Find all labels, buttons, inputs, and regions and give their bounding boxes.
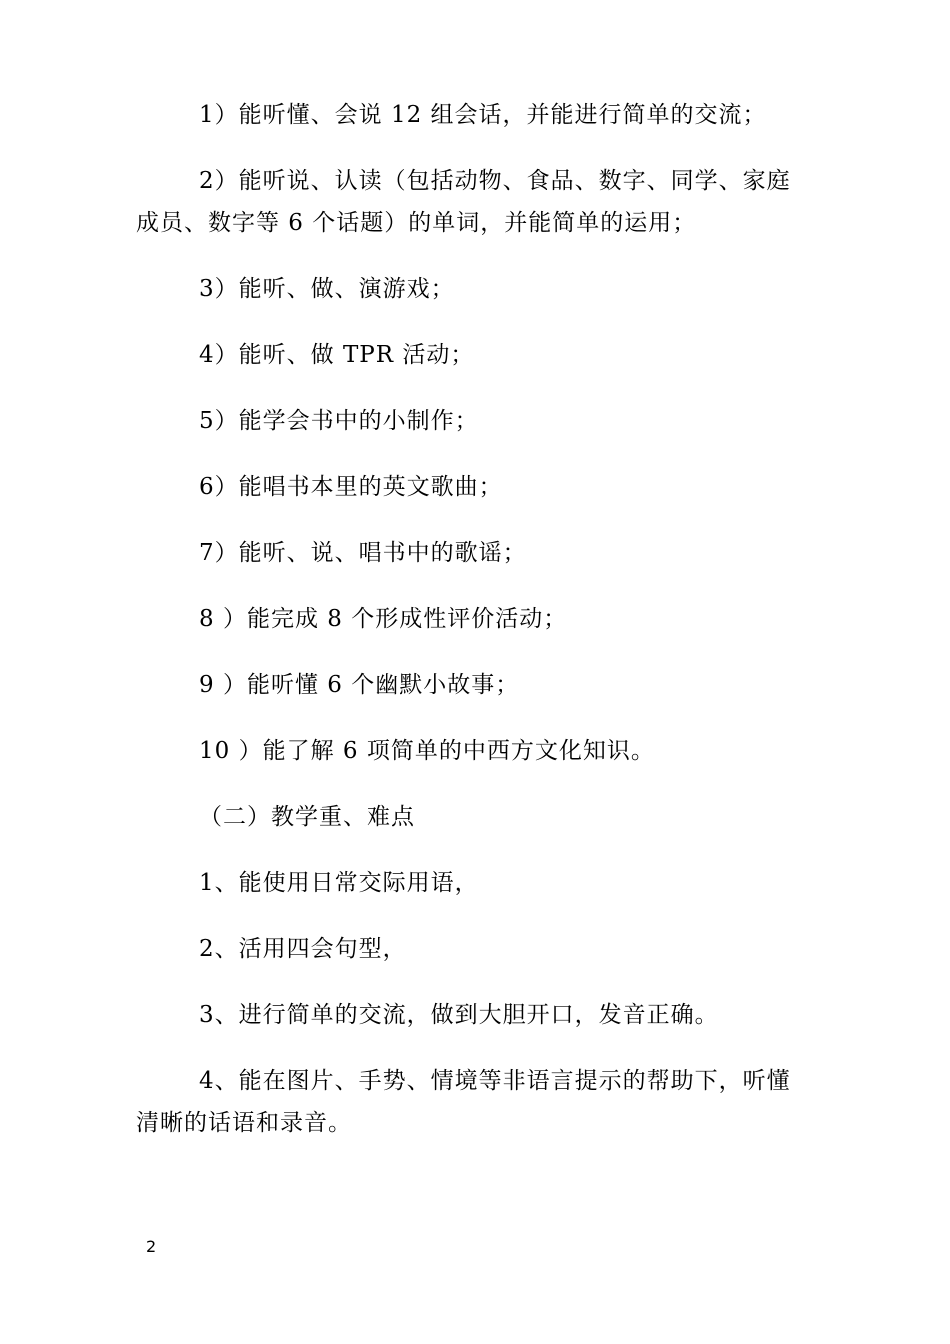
page-number: 2 — [146, 1237, 157, 1256]
objective-item-3: 3）能听、做、演游戏； — [199, 276, 455, 302]
objective-item-5: 5）能学会书中的小制作； — [199, 408, 479, 434]
objective-item-6: 6）能唱书本里的英文歌曲； — [199, 474, 503, 500]
objective-item-4: 4）能听、做 TPR 活动； — [199, 342, 475, 368]
key-point-4: 4、能在图片、手势、情境等非语言提示的帮助下，听懂清晰的话语和录音。 — [136, 1068, 791, 1136]
key-point-3: 3、进行简单的交流，做到大胆开口，发音正确。 — [199, 1002, 719, 1028]
objective-item-7: 7）能听、说、唱书中的歌谣； — [199, 540, 527, 566]
document-body — [136, 94, 808, 1168]
objective-item-10: 10 ）能了解 6 项简单的中西方文化知识。 — [199, 738, 655, 764]
objective-item-8: 8 ）能完成 8 个形成性评价活动； — [199, 606, 568, 632]
objective-item-1: 1）能听懂、会说 12 组会话，并能进行简单的交流； — [199, 102, 767, 128]
key-point-2: 2、活用四会句型， — [199, 936, 407, 962]
key-point-1: 1、能使用日常交际用语， — [199, 870, 479, 896]
objective-item-9: 9 ）能听懂 6 个幽默小故事； — [199, 672, 520, 698]
objective-item-2: 2）能听说、认读（包括动物、食品、数字、同学、家庭成员、数字等 6 个话题）的单词，并能简单的运用； — [136, 168, 791, 236]
section-heading: （二）教学重、难点 — [199, 804, 415, 830]
